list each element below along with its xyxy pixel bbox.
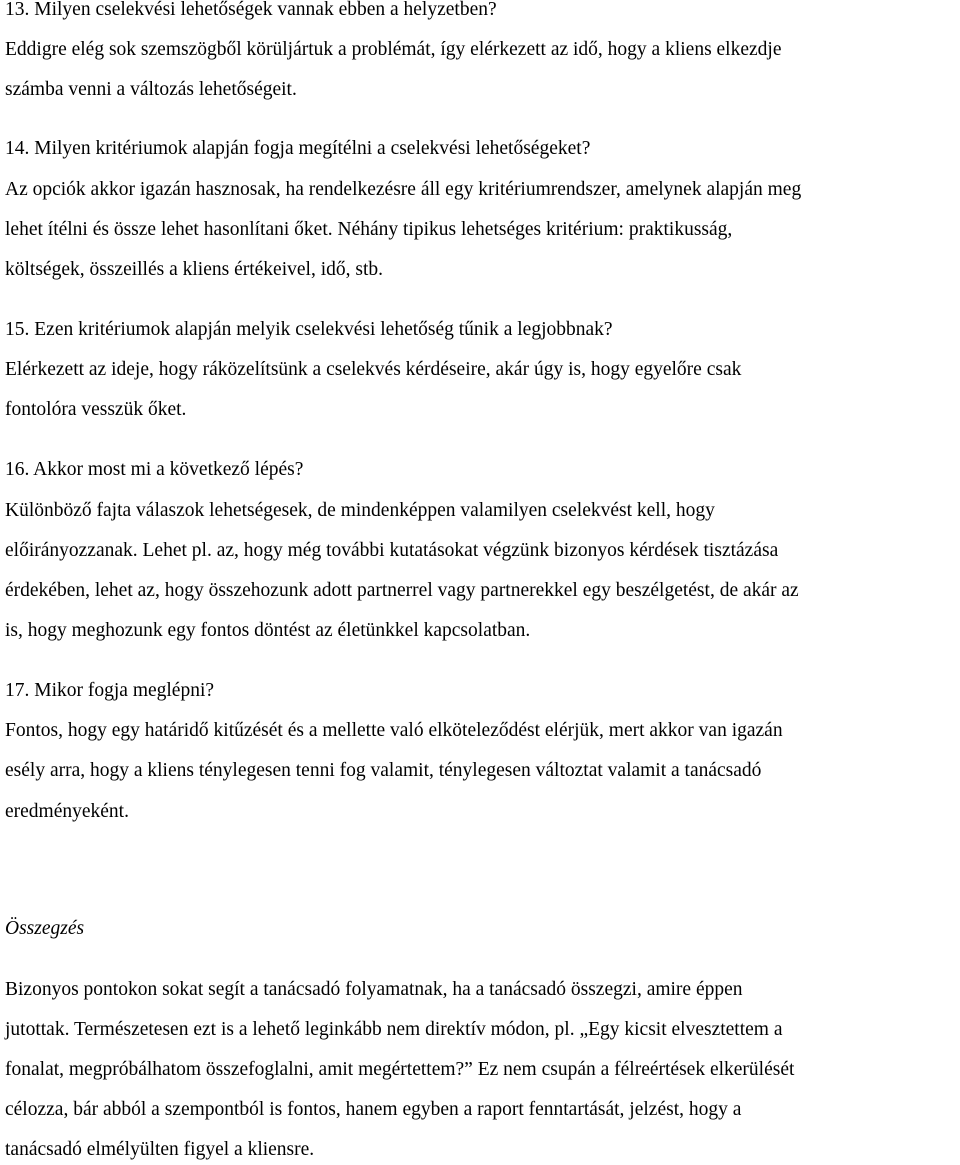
- summary-line-1: Bizonyos pontokon sokat segít a tanácsadó folyamatnak, ha a tanácsadó összegzi, amire éppen: [5, 979, 743, 1000]
- section-16-heading: 16. Akkor most mi a következő lépés?: [5, 459, 304, 480]
- summary-line-5: tanácsadó elmélyülten figyel a kliensre.: [5, 1139, 315, 1160]
- section-17-line-3: eredményeként.: [5, 801, 129, 822]
- section-13-heading: 13. Milyen cselekvési lehetőségek vannak ebben a helyzetben?: [5, 0, 497, 20]
- summary-line-3: fonalat, megpróbálhatom összefoglalni, amit megértettem?” Ez nem csupán a félreértések elkerülését: [5, 1059, 795, 1080]
- section-16-line-1: Különböző fajta válaszok lehetségesek, de mindenképpen valamilyen cselekvést kell, hogy: [5, 500, 715, 521]
- section-16-line-4: is, hogy meghozunk egy fontos döntést az életünkkel kapcsolatban.: [5, 620, 531, 641]
- summary-heading: Összegzés: [5, 918, 85, 939]
- section-15-heading: 15. Ezen kritériumok alapján melyik cselekvési lehetőség tűnik a legjobbnak?: [5, 319, 613, 340]
- section-15-line-1: Elérkezett az ideje, hogy ráközelítsünk a cselekvés kérdéseire, akár úgy is, hogy egyelőre csak: [5, 359, 742, 380]
- section-13-line-1: Eddigre elég sok szemszögből körüljártuk a problémát, így elérkezett az idő, hogy a kliens elkezdje: [5, 39, 782, 60]
- section-17-heading: 17. Mikor fogja meglépni?: [5, 680, 215, 701]
- summary-line-4: célozza, bár abból a szempontból is fontos, hanem egyben a raport fenntartását, jelzést, hogy a: [5, 1099, 742, 1120]
- summary-line-2: jutottak. Természetesen ezt is a lehető leginkább nem direktív módon, pl. „Egy kicsit elvesztettem a: [5, 1019, 783, 1040]
- section-16-line-2: előirányozzanak. Lehet pl. az, hogy még további kutatásokat végzünk bizonyos kérdések tisztázása: [5, 540, 779, 561]
- section-13-line-2: számba venni a változás lehetőségeit.: [5, 79, 297, 100]
- section-14-line-2: lehet ítélni és össze lehet hasonlítani őket. Néhány tipikus lehetséges kritérium: praktikusság,: [5, 219, 733, 240]
- section-15-line-2: fontolóra vesszük őket.: [5, 399, 187, 420]
- section-16-line-3: érdekében, lehet az, hogy összehozunk adott partnerrel vagy partnerekkel egy beszélgetést, de akár az: [5, 580, 799, 601]
- section-14-line-3: költségek, összeillés a kliens értékeivel, idő, stb.: [5, 259, 383, 280]
- section-17-line-1: Fontos, hogy egy határidő kitűzését és a mellette való elköteleződést elérjük, mert akkor van igazán: [5, 720, 783, 741]
- section-14-heading: 14. Milyen kritériumok alapján fogja megítélni a cselekvési lehetőségeket?: [5, 138, 591, 159]
- section-14-line-1: Az opciók akkor igazán hasznosak, ha rendelkezésre áll egy kritériumrendszer, amelynek alapján meg: [5, 179, 802, 200]
- section-17-line-2: esély arra, hogy a kliens ténylegesen tenni fog valamit, ténylegesen változtat valamit a tanácsadó: [5, 760, 762, 781]
